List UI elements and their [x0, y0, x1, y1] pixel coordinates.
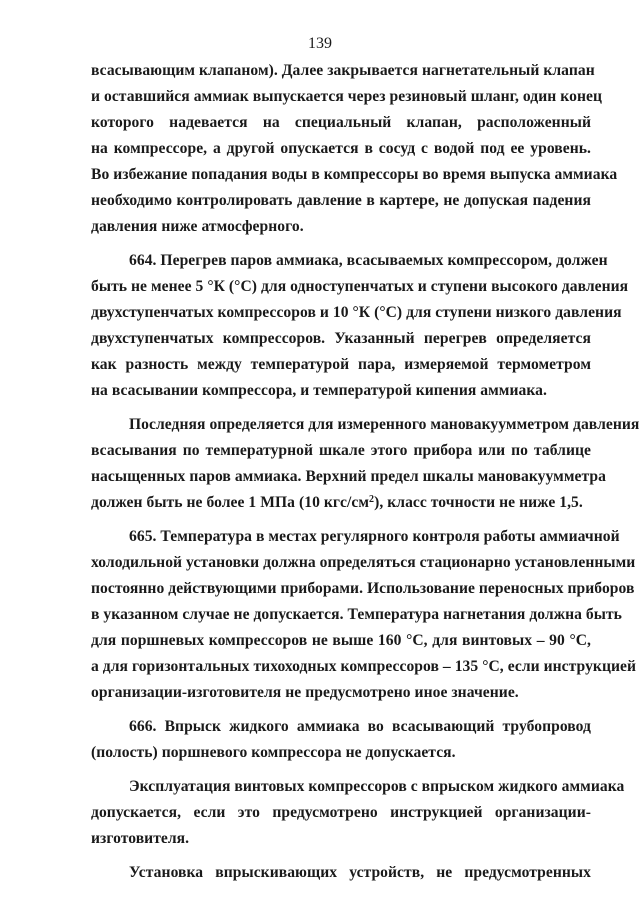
text-line: которого надевается на специальный клапан, расположенный [91, 114, 591, 131]
text-line: изготовителя. [91, 830, 190, 847]
text-line: на всасывании компрессора, и температурой кипения аммиака. [91, 382, 547, 399]
text-line: давления ниже атмосферного. [91, 218, 304, 235]
text-line: холодильной установки должна определяться стационарно установленными [91, 554, 636, 571]
text-line: двухступенчатых компрессоров и 10 °К (°С) для ступени низкого давления [91, 304, 622, 321]
text-line: (полость) поршневого компрессора не допускается. [91, 744, 456, 761]
text-line: Последняя определяется для измеренного мановакуумметром давления [129, 416, 640, 433]
text-line: и оставшийся аммиак выпускается через резиновый шланг, один конец [91, 88, 602, 105]
text-line [91, 490, 591, 516]
text-line: организации-изготовителя не предусмотрено иное значение. [91, 684, 519, 701]
text-line: на компрессоре, а другой опускается в сосуд с водой под ее уровень. [91, 140, 591, 157]
text-line: для поршневых компрессоров не выше 160 °С, для винтовых – 90 °С, [91, 632, 591, 649]
page-number: 139 [308, 35, 332, 52]
text-line: Эксплуатация винтовых компрессоров с впрыском жидкого аммиака [129, 778, 625, 795]
text-line: двухступенчатых компрессоров. Указанный перегрев определяется [91, 330, 591, 347]
text-line: 665. Температура в местах регулярного контроля работы аммиачной [129, 528, 620, 545]
text-line: допускается, если это предусмотрено инструкцией организации- [91, 804, 591, 821]
text-line: 664. Перегрев паров аммиака, всасываемых компрессором, должен [129, 252, 608, 269]
text-line: необходимо контролировать давление в картере, не допуская падения [91, 192, 591, 209]
text-line: а для горизонтальных тихоходных компрессоров – 135 °С, если инструкцией [91, 658, 637, 675]
text-line: насыщенных паров аммиака. Верхний предел шкалы мановакуумметра [91, 468, 606, 485]
page-body-text [91, 58, 640, 886]
text-line: Установка впрыскивающих устройств, не предусмотренных [129, 864, 591, 881]
text-line: всасывания по температурной шкале этого прибора или по таблице [91, 442, 591, 459]
text-line: постоянно действующими приборами. Использование переносных приборов [91, 580, 635, 597]
text-line: как разность между температурой пара, измеряемой термометром [91, 356, 591, 373]
text-line: всасывающим клапаном). Далее закрывается нагнетательный клапан [91, 62, 595, 79]
text-line: в указанном случае не допускается. Температура нагнетания должна быть [91, 606, 622, 623]
text-fragment: ), класс точности не ниже 1,5. [374, 494, 583, 511]
text-fragment: должен быть не более 1 МПа (10 кгс/см [91, 494, 370, 511]
superscript: 2 [369, 494, 375, 505]
text-line: быть не менее 5 °К (°С) для одноступенчатых и ступени высокого давления [91, 278, 629, 295]
text-line: 666. Впрыск жидкого аммиака во всасывающий трубопровод [129, 718, 591, 735]
text-line: Во избежание попадания воды в компрессоры во время выпуска аммиака [91, 166, 618, 183]
